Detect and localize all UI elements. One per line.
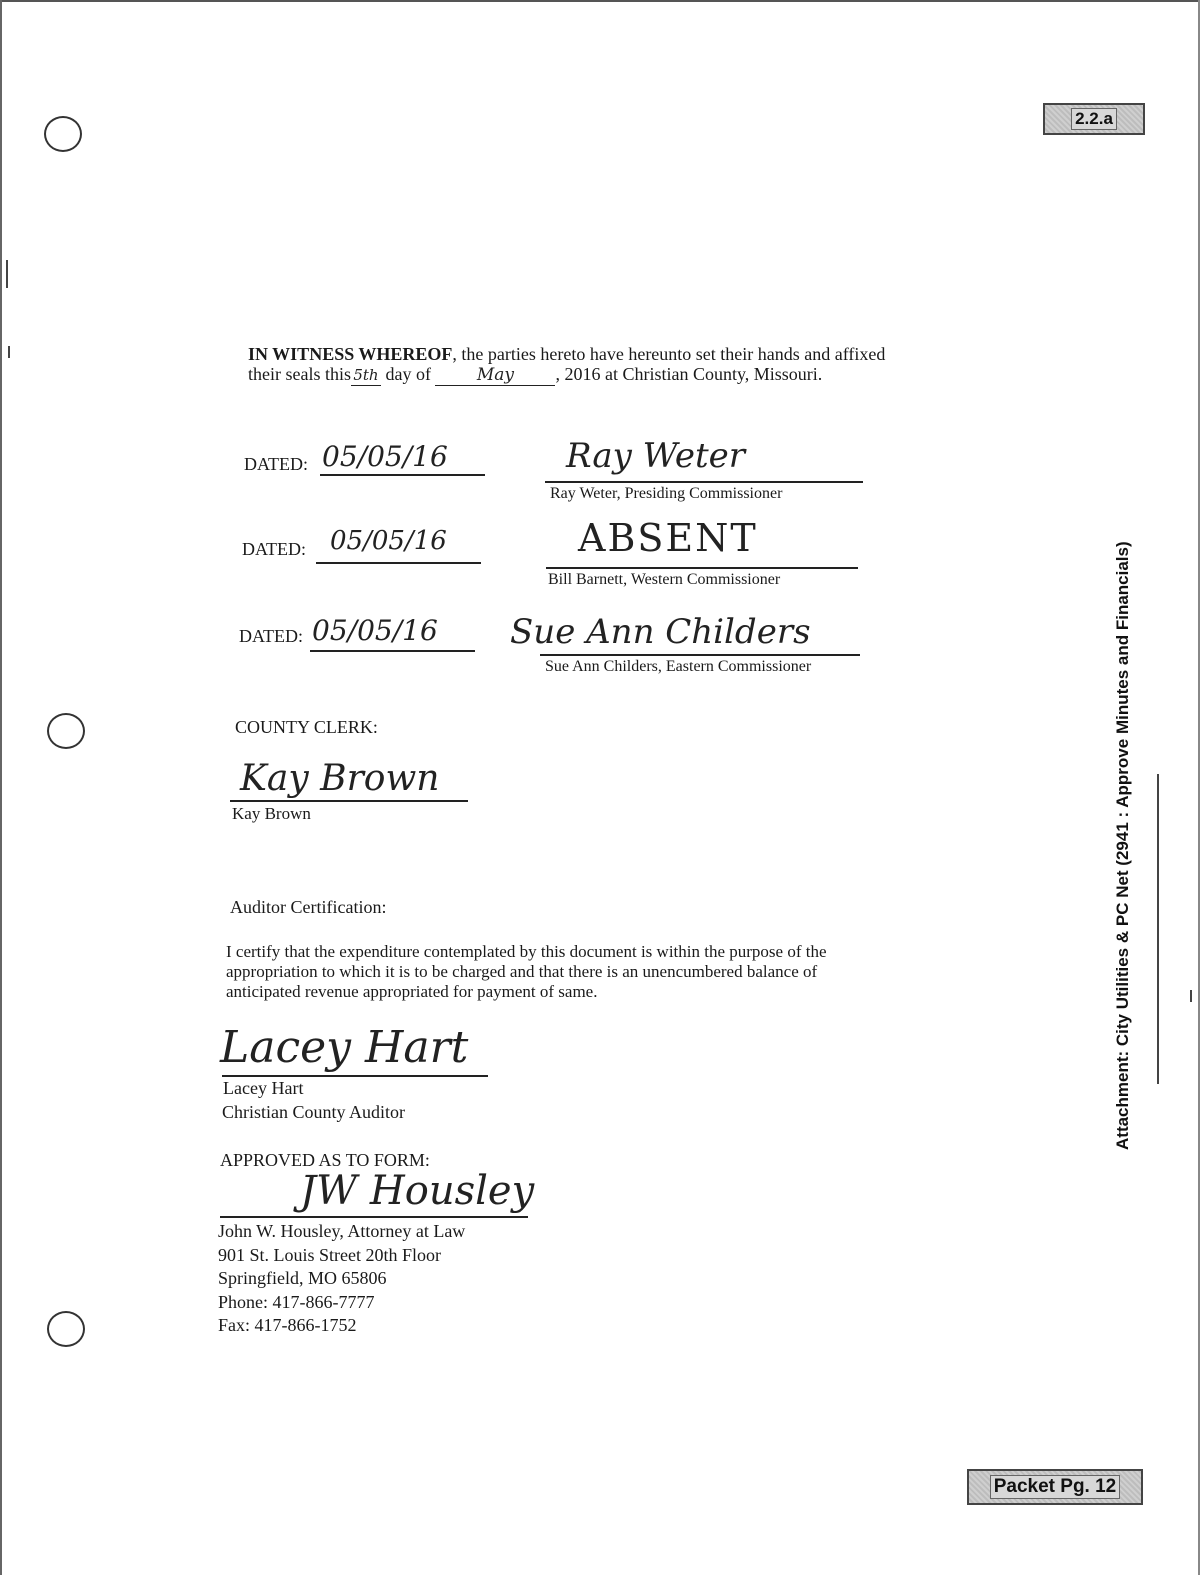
- attorney-line-1: John W. Housley, Attorney at Law: [218, 1221, 466, 1241]
- county-clerk-heading: COUNTY CLERK:: [235, 717, 378, 737]
- page-top-edge: [0, 0, 1200, 2]
- packet-page-stamp: [967, 1469, 1143, 1505]
- punch-hole-middle: [47, 713, 85, 749]
- auditor-line-1: I certify that the expenditure contemplated by this document is within the purpose of the: [226, 942, 827, 961]
- witness-lead: IN WITNESS WHEREOF: [248, 344, 453, 364]
- auditor-line-2: appropriation to which it is to be charged and that there is an unencumbered balance of: [226, 962, 818, 981]
- witness-paragraph: [248, 344, 1008, 386]
- signature-lacey-hart: Lacey Hart: [220, 1022, 469, 1073]
- dated-label-1: DATED:: [244, 454, 308, 474]
- auditor-signature-line: [222, 1075, 488, 1077]
- signature-absent: ABSENT: [578, 516, 758, 560]
- attorney-contact-block: [218, 1220, 465, 1338]
- signature-line-2: [546, 567, 858, 569]
- scan-mark: [1157, 774, 1159, 1084]
- signature-line-3: [540, 654, 860, 656]
- date-line-2: [316, 562, 481, 564]
- scan-mark: [1190, 990, 1192, 1002]
- section-stamp-text: 2.2.a: [1071, 108, 1117, 130]
- section-stamp: [1043, 103, 1145, 135]
- signer-caption-1: Ray Weter, Presiding Commissioner: [550, 485, 783, 502]
- signer-caption-2: Bill Barnett, Western Commissioner: [548, 571, 781, 588]
- signature-line-1: [545, 481, 863, 483]
- auditor-certification-text: [226, 942, 926, 1002]
- scan-mark: [6, 260, 8, 288]
- witness-text-2a: their seals this: [248, 364, 351, 384]
- date-line-1: [320, 474, 485, 476]
- attorney-line-2: 901 St. Louis Street 20th Floor: [218, 1244, 442, 1265]
- witness-text-2c: , 2016 at Christian County, Missouri.: [555, 364, 823, 384]
- punch-hole-top: [44, 116, 82, 152]
- packet-page-text: Packet Pg. 12: [990, 1475, 1121, 1499]
- auditor-line-3: anticipated revenue appropriated for payment of same.: [226, 982, 598, 1001]
- auditor-title: Christian County Auditor: [222, 1102, 406, 1122]
- signature-attorney: JW Housley: [300, 1168, 535, 1214]
- attorney-line-5: Fax: 417-866-1752: [218, 1315, 357, 1335]
- witness-text-2b: day of: [385, 364, 431, 384]
- auditor-name: Lacey Hart: [223, 1078, 304, 1098]
- clerk-name: Kay Brown: [232, 804, 311, 823]
- clerk-signature-line: [230, 800, 468, 802]
- page-left-edge: [0, 0, 2, 1575]
- attorney-line-4: Phone: 417-866-7777: [218, 1291, 375, 1312]
- dated-label-3: DATED:: [239, 626, 303, 646]
- punch-hole-bottom: [47, 1311, 85, 1347]
- attachment-side-label: Attachment: City Utilities & PC Net (2941 : Approve Minutes and Financials): [1113, 541, 1132, 1150]
- scan-mark: [8, 346, 10, 358]
- date-hand-2: 05/05/16: [330, 526, 447, 556]
- witness-text-1: , the parties hereto have hereunto set their hands and affixed: [452, 344, 886, 364]
- dated-label-2: DATED:: [242, 539, 306, 559]
- signature-sue-ann-childers: Sue Ann Childers: [510, 612, 811, 652]
- date-line-3: [310, 650, 475, 652]
- signature-ray-weter: Ray Weter: [566, 436, 745, 476]
- approved-heading: APPROVED AS TO FORM:: [220, 1150, 430, 1170]
- signature-kay-brown: Kay Brown: [240, 758, 440, 799]
- date-hand-1: 05/05/16: [322, 440, 448, 473]
- witness-month-hand: May: [435, 365, 555, 386]
- signer-caption-3: Sue Ann Childers, Eastern Commissioner: [545, 658, 812, 675]
- witness-day-hand: 5th: [351, 365, 381, 386]
- attorney-line-3: Springfield, MO 65806: [218, 1268, 387, 1288]
- auditor-certification-heading: Auditor Certification:: [230, 897, 387, 917]
- attorney-signature-line: [220, 1216, 528, 1218]
- date-hand-3: 05/05/16: [312, 614, 438, 647]
